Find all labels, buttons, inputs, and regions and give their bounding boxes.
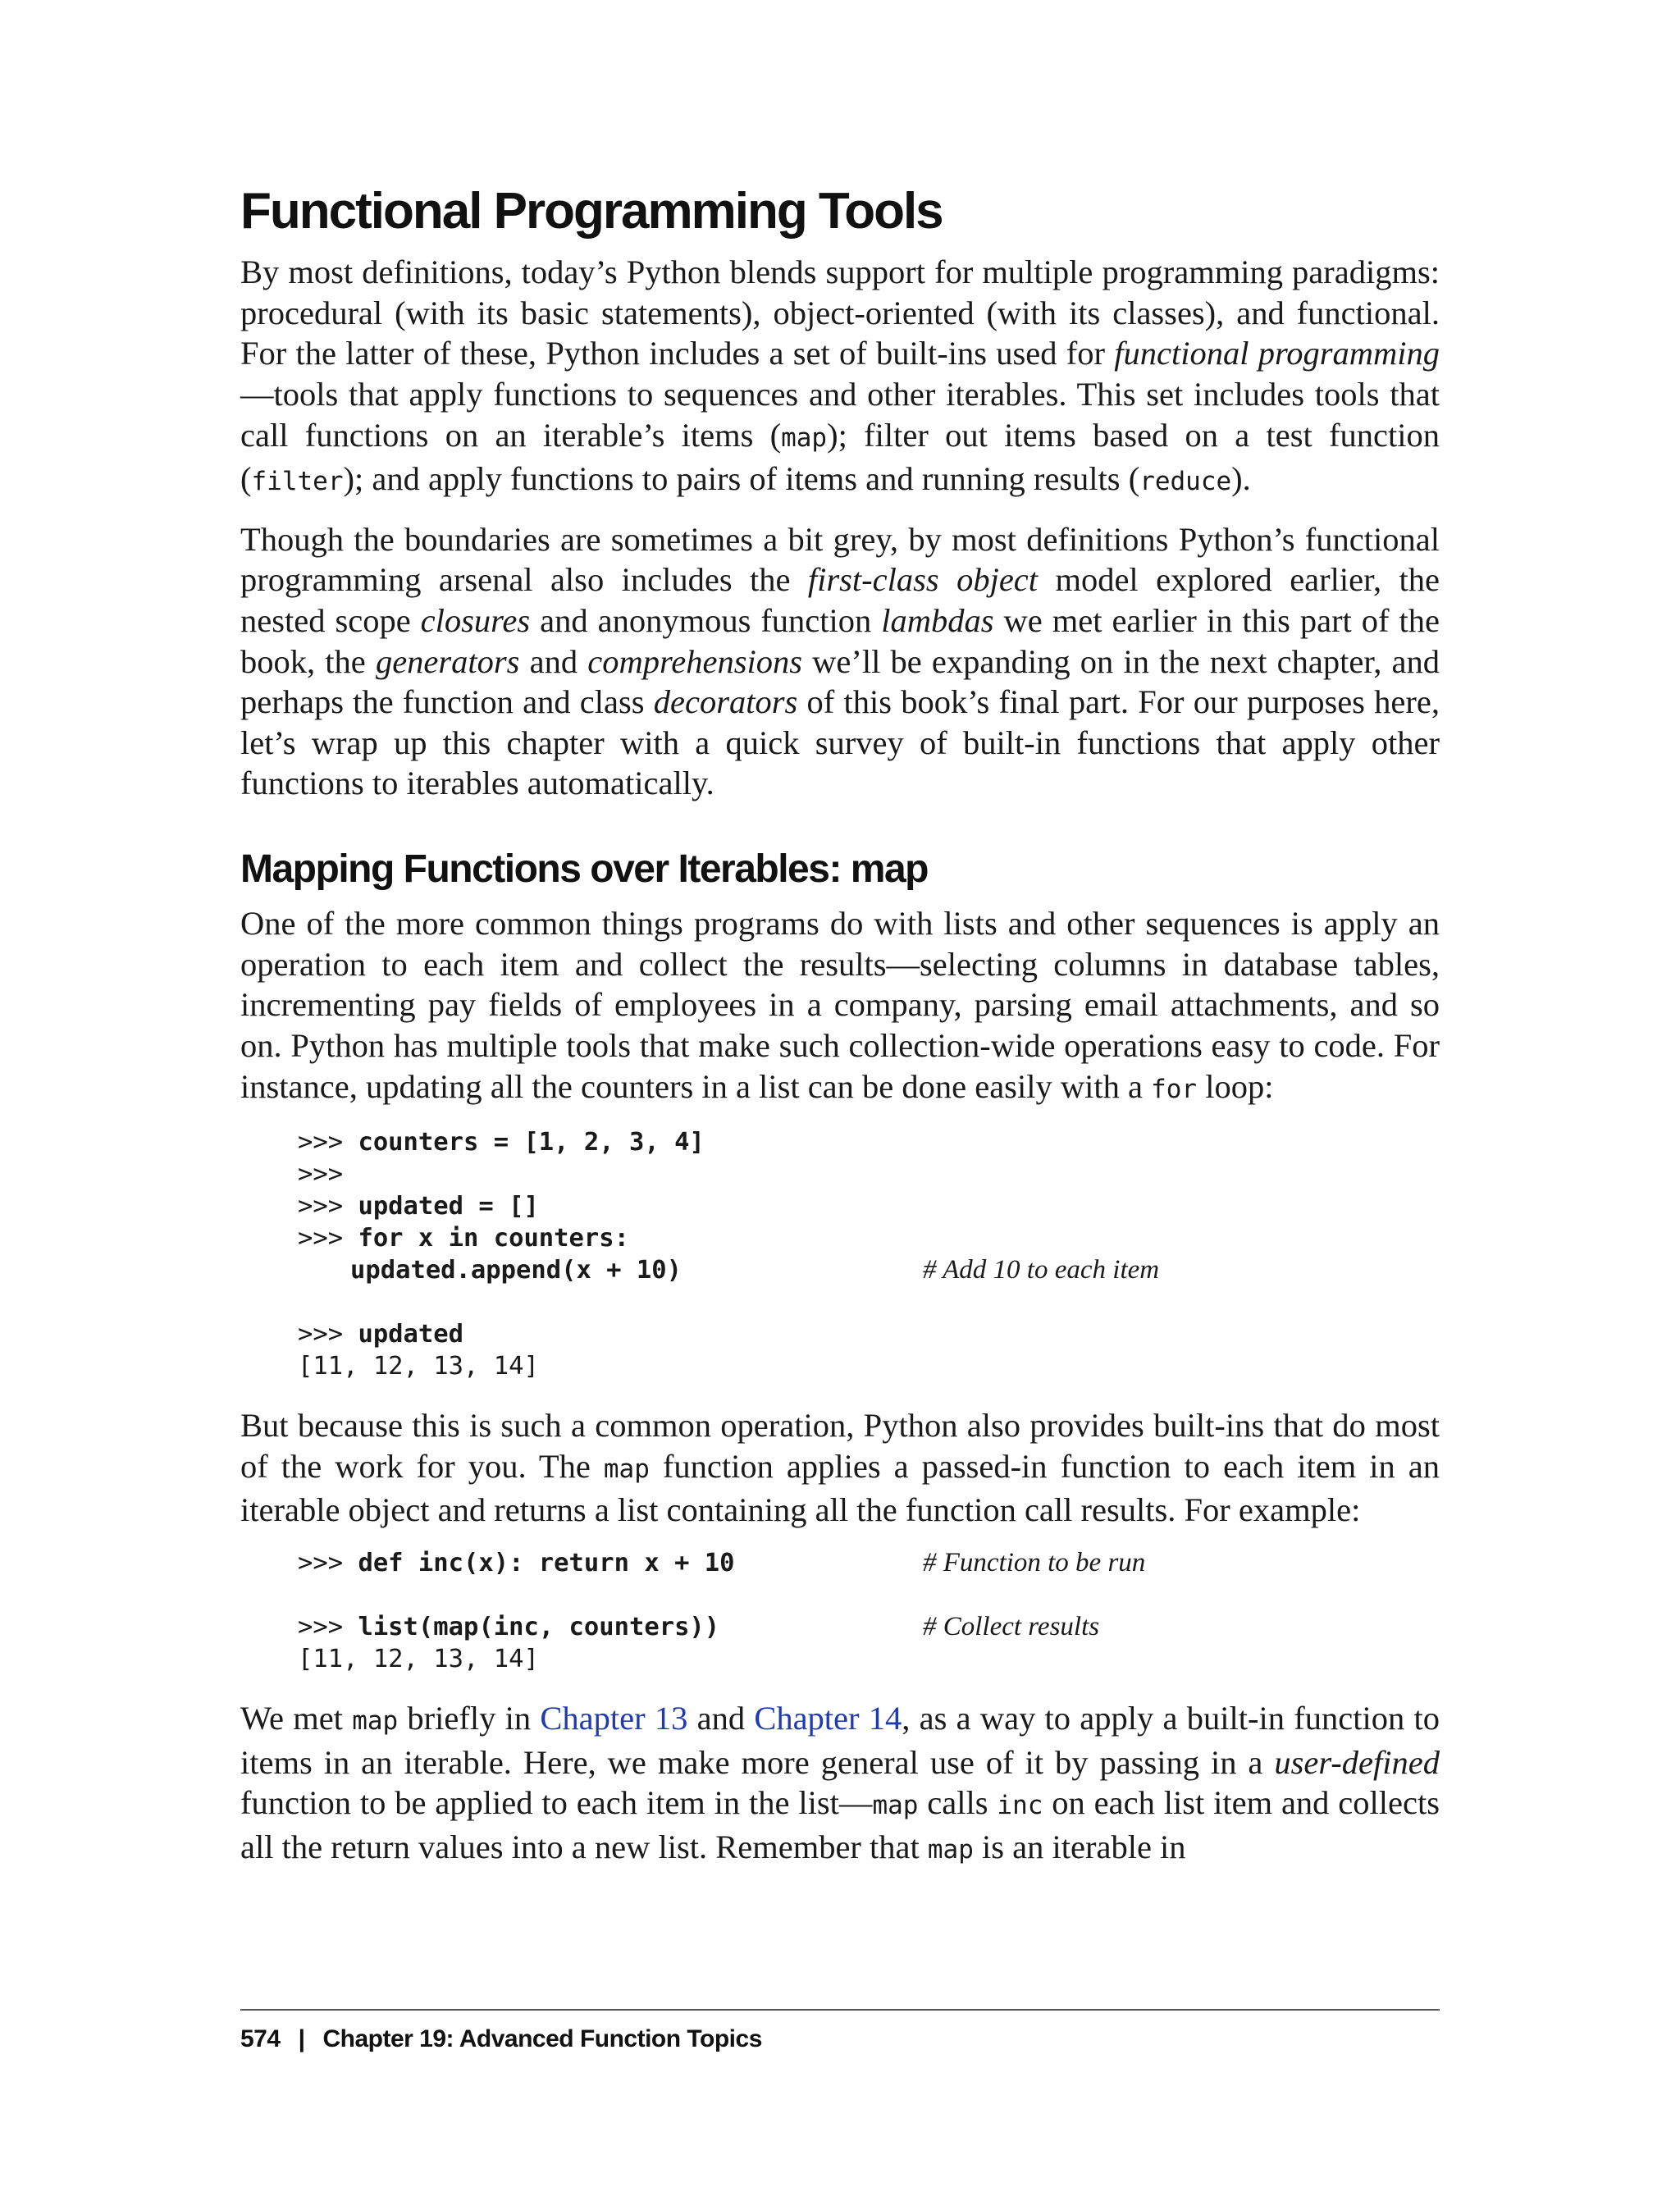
code-line bbox=[298, 1318, 1440, 1350]
code-statement: updated.append(x + 10) bbox=[350, 1256, 682, 1285]
text-run: One of the more common things programs do with lists and other sequences is apply an operation to each item and collect the results—selecting columns in database tables, incrementing pay fields of employees in a company, parsing email attachments, and so on. Python has multiple tools that make such collection-wide operations easy to code. For instance, updating all the counters in a list can be done easily with a bbox=[240, 905, 1440, 1105]
code-block bbox=[298, 1547, 1440, 1675]
paragraph bbox=[240, 1405, 1440, 1531]
chapter-link[interactable]: Chapter 13 bbox=[540, 1699, 688, 1737]
emphasis: functional programming bbox=[1114, 335, 1440, 372]
code-statement: updated = [] bbox=[358, 1192, 539, 1221]
code-line bbox=[298, 1643, 1440, 1675]
text-run: Though the boundaries are sometimes a bit grey, by most definitions Python’s functional programming arsenal also includes the bbox=[240, 520, 1440, 599]
code-output: [11, 12, 13, 14] bbox=[298, 1352, 539, 1381]
text-run: is an iterable in bbox=[973, 1828, 1186, 1865]
code-prompt: >>> bbox=[298, 1128, 358, 1157]
text-run: we’ll be expanding on in the next chapter, and perhaps the function and class bbox=[240, 642, 1440, 721]
code-statement: counters = [1, 2, 3, 4] bbox=[358, 1128, 705, 1157]
code-line bbox=[298, 1222, 1440, 1254]
text-run: function to be applied to each item in the list— bbox=[240, 1784, 873, 1822]
code-line bbox=[298, 1350, 1440, 1382]
chapter-link[interactable]: Chapter 14 bbox=[754, 1699, 902, 1737]
inline-code: reduce bbox=[1139, 467, 1232, 497]
code-prompt: >>> bbox=[298, 1320, 358, 1349]
page-content bbox=[240, 182, 1440, 1887]
text-run: function applies a passed-in function to each item in an iterable object and returns a list containing all the function call results. For example: bbox=[240, 1447, 1440, 1529]
emphasis: comprehensions bbox=[587, 642, 802, 680]
section-title: Functional Programming Tools bbox=[240, 183, 943, 240]
code-prompt: >>> bbox=[298, 1548, 358, 1577]
text-run: ); filter out items based on a test function ( bbox=[240, 416, 1440, 498]
code-line bbox=[298, 1158, 1440, 1190]
code-line bbox=[298, 1190, 1440, 1222]
inline-code: map bbox=[872, 1791, 919, 1821]
text-run: —tools that apply functions to sequences and other iterables. This set includes tools that call functions on an iterable’s items ( bbox=[240, 376, 1440, 454]
paragraph bbox=[240, 903, 1440, 1110]
text-run: and bbox=[687, 1699, 755, 1737]
code-line bbox=[298, 1126, 1440, 1158]
text-run: model explored earlier, the nested scope bbox=[240, 561, 1440, 640]
text-run: briefly in bbox=[398, 1699, 541, 1737]
inline-code: map bbox=[352, 1705, 399, 1736]
code-comment: # Add 10 to each item bbox=[923, 1255, 1160, 1285]
chapter-title: Chapter 19: Advanced Function Topics bbox=[322, 2025, 762, 2052]
code-statement: def inc(x): return x + 10 bbox=[358, 1548, 735, 1577]
text-run: and anonymous function bbox=[530, 602, 882, 640]
emphasis: user-defined bbox=[1274, 1743, 1440, 1781]
text-run: ); and apply functions to pairs of items and running results ( bbox=[343, 460, 1140, 498]
code-block bbox=[298, 1126, 1440, 1382]
code-prompt: >>> bbox=[298, 1160, 344, 1189]
code-comment: # Function to be run bbox=[923, 1547, 1146, 1577]
code-line bbox=[298, 1611, 1440, 1643]
inline-code: for bbox=[1151, 1074, 1198, 1104]
footer-separator: | bbox=[298, 2025, 305, 2052]
code-line bbox=[298, 1547, 1440, 1579]
emphasis: decorators bbox=[653, 683, 798, 721]
text-run: on each list item and collects all the return values into a new list. Remember that bbox=[240, 1784, 1440, 1865]
text-run: , as a way to apply a built-in function to items in an iterable. Here, we make more general use of it by passing in a bbox=[240, 1699, 1440, 1781]
code-prompt: >>> bbox=[298, 1612, 358, 1641]
inline-code: inc bbox=[997, 1791, 1043, 1821]
text-run: But because this is such a common operation, Python also provides built-ins that do most of the work for you. The bbox=[240, 1407, 1440, 1485]
emphasis: generators bbox=[375, 642, 520, 680]
paragraph bbox=[240, 252, 1440, 503]
inline-code: map bbox=[927, 1834, 974, 1865]
text-run: ). bbox=[1231, 460, 1251, 498]
page-number: 574 bbox=[240, 2025, 281, 2052]
text-run: we met earlier in this part of the book, the bbox=[240, 602, 1440, 680]
emphasis: first-class object bbox=[807, 561, 1039, 599]
text-run: By most definitions, today’s Python blends support for multiple programming paradigms: procedural (with its basic statements), object-oriented (with its classes), and functional. For the latter of these, Python includes a set of built-ins used for bbox=[240, 253, 1440, 372]
code-line bbox=[298, 1254, 1440, 1286]
code-comment: # Collect results bbox=[923, 1611, 1100, 1641]
code-line bbox=[298, 1286, 1440, 1318]
inline-code: filter bbox=[251, 467, 344, 497]
code-line bbox=[298, 1579, 1440, 1611]
code-statement: list(map(inc, counters)) bbox=[358, 1612, 720, 1641]
code-output: [11, 12, 13, 14] bbox=[298, 1644, 539, 1673]
text-run: of this book’s final part. For our purposes here, let’s wrap up this chapter with a quick survey of built-in functions that apply other functions to iterables automatically. bbox=[240, 683, 1440, 802]
code-statement: for x in counters: bbox=[358, 1224, 629, 1253]
emphasis: lambdas bbox=[881, 602, 994, 640]
inline-code: map bbox=[781, 422, 828, 453]
text-run: and bbox=[519, 642, 588, 680]
page-footer bbox=[240, 2009, 1440, 2053]
inline-code: map bbox=[603, 1454, 650, 1484]
subsection-title: Mapping Functions over Iterables: map bbox=[240, 847, 928, 892]
text-run: calls bbox=[918, 1784, 998, 1822]
paragraph bbox=[240, 519, 1440, 804]
code-prompt: >>> bbox=[298, 1224, 358, 1253]
code-statement: updated bbox=[358, 1320, 463, 1349]
code-prompt: >>> bbox=[298, 1192, 358, 1221]
text-run: loop: bbox=[1197, 1067, 1274, 1105]
text-run: We met bbox=[240, 1699, 353, 1737]
paragraph bbox=[240, 1698, 1440, 1870]
emphasis: closures bbox=[420, 602, 531, 640]
